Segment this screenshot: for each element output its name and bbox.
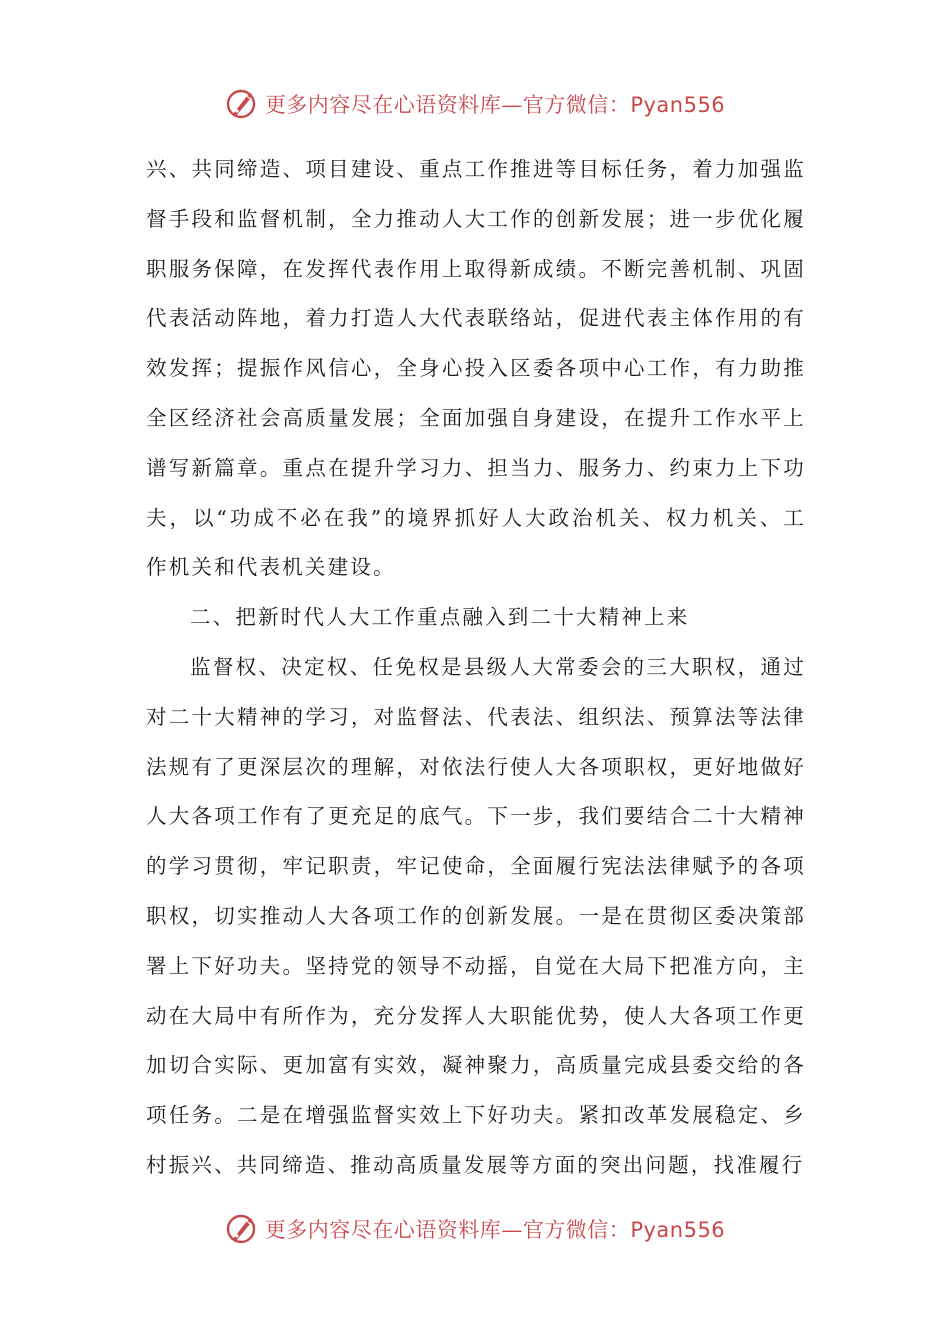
header-banner [0,82,950,126]
paragraph-continued: 兴、共同缔造、项目建设、重点工作推进等目标任务，着力加强监督手段和监督机制，全力推动人大工作的创新发展；进一步优化履职服务保障，在发挥代表作用上取得新成绩。不断完善机制、巩固代表活动阵地，着力打造人大代表联络站，促进代表主体作用的有效发挥；提振作风信心，全身心投入区委各项中心工作，有力助推全区经济社会高质量发展；全面加强自身建设，在提升工作水平上谱写新篇章。重点在提升学习力、担当力、服务力、约束力上下功夫，以“功成不必在我”的境界抓好人大政治机关、权力机关、工作机关和代表机关建设。 [146,157,806,580]
site-name: 更多内容尽在心语资料库 [264,1218,502,1242]
wechat-id: Pyan556 [630,93,726,117]
header-banner-text [265,89,725,119]
banner-dash: — [501,1218,523,1242]
document-body [146,145,806,1191]
banner-dash: — [501,93,523,117]
section-heading: 二、把新时代人大工作重点融入到二十大精神上来 [190,605,690,630]
site-name: 更多内容尽在心语资料库 [264,93,502,117]
footer-banner [0,1207,950,1251]
footer-banner-text [265,1214,725,1244]
wechat-label: 官方微信： [522,1218,631,1242]
paragraph: 监督权、决定权、任免权是县级人大常委会的三大职权，通过对二十大精神的学习，对监督法、代表法、组织法、预算法等法律法规有了更深层次的理解，对依法行使人大各项职权，更好地做好人大各项工作有了更充足的底气。下一步，我们要结合二十大精神的学习贯彻，牢记职责，牢记使命，全面履行宪法法律赋予的各项职权，切实推动人大各项工作的创新发展。一是在贯彻区委决策部署上下好功夫。坚持党的领导不动摇，自觉在大局下把准方向，主动在大局中有所作为，充分发挥人大职能优势，使人大各项工作更加切合实际、更加富有实效，凝神聚力，高质量完成县委交给的各项任务。二是在增强监督实效上下好功夫。紧扣改革发展稳定、乡村振兴、共同缔造、推动高质量发展等方面的突出问题，找准履行 [146,654,806,1177]
pen-nib-logo-icon [225,87,259,121]
wechat-id: Pyan556 [630,1218,726,1242]
wechat-label: 官方微信： [522,93,631,117]
pen-nib-logo-icon [225,1212,259,1246]
